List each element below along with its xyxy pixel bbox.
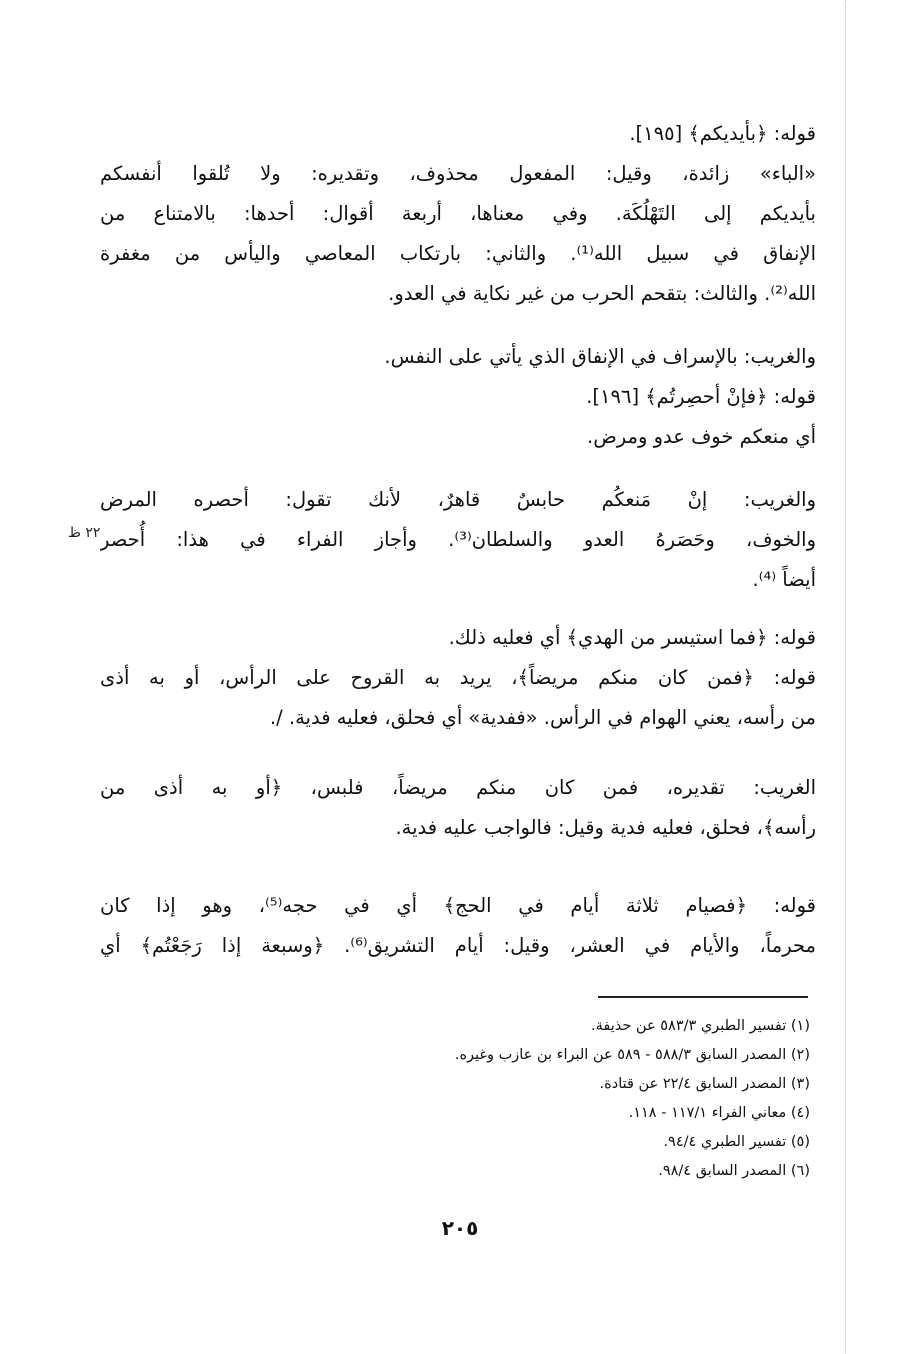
footnote-item: (٣) المصدر السابق ٢٢/٤ عن قتادة.: [599, 1076, 810, 1092]
footnote-item: (٤) معاني الفراء ١١٧/١ - ١١٨.: [628, 1105, 810, 1121]
text-line: الإنفاق في سبيل الله⁽¹⁾. والثاني: بارتكاب المعاصي واليأس من مغفرة: [100, 242, 816, 265]
text-line: محرماً، والأيام في العشر، وقيل: أيام التشريق⁽⁶⁾. ﴿وسبعة إذا رَجَعْتُم﴾ أي: [100, 934, 816, 957]
text-line: قوله: ﴿فإنْ أحصِرتُم﴾ [١٩٦].: [586, 385, 816, 408]
footnotes: [300, 1012, 810, 1186]
footnote-separator: [598, 996, 808, 998]
footnote-item: (١) تفسير الطبري ٥٨٣/٣ عن حذيفة.: [591, 1018, 810, 1034]
footnote-item: (٢) المصدر السابق ٥٨٨/٣ - ٥٨٩ عن البراء بن عازب وغيره.: [454, 1047, 810, 1063]
text-line: الله⁽²⁾. والثالث: بتقحم الحرب من غير نكاية في العدو.: [388, 282, 816, 305]
text-line: رأسه﴾، فحلق، فعليه فدية وقيل: فالواجب عليه فدية.: [395, 816, 816, 839]
text-line: بأيديكم إلى التَهْلُكَة. وفي معناها، أربعة أقوال: أحدها: بالامتناع من: [100, 202, 816, 225]
footnote-item: (٥) تفسير الطبري ٩٤/٤.: [663, 1134, 810, 1150]
text-line: والغريب: بالإسراف في الإنفاق الذي يأتي على النفس.: [384, 345, 816, 368]
page-number: ٢٠٥: [441, 1216, 479, 1240]
text-line: والخوف، وحَصَرهُ العدو والسلطان⁽³⁾. وأجاز الفراء في هذا: أُحصر: [100, 528, 816, 551]
paragraph-3: [100, 337, 816, 457]
text-line: قوله: ﴿بأيديكم﴾ [١٩٥].: [629, 122, 816, 145]
margin-folio-note: ٢٢ ظ: [68, 525, 101, 541]
text-line: «الباء» زائدة، وقيل: المفعول محذوف، وتقديره: ولا تُلقوا أنفسكم: [100, 162, 816, 185]
text-line: الغريب: تقديره، فمن كان منكم مريضاً، فلبس، ﴿أو به أذى من: [100, 776, 816, 799]
text-line: أي منعكم خوف عدو ومرض.: [587, 425, 816, 448]
paragraph-4: [100, 480, 816, 600]
paragraph-1: [100, 114, 816, 154]
paragraph-6: [100, 768, 816, 848]
footnote-item: (٦) المصدر السابق ٩٨/٤.: [658, 1163, 810, 1179]
scan-edge-line: [845, 0, 846, 1354]
paragraph-2: [100, 154, 816, 314]
text-line: قوله: ﴿فمن كان منكم مريضاً﴾، يريد به القروح على الرأس، أو به أذى: [100, 666, 816, 689]
paragraph-7: [100, 886, 816, 966]
text-line: والغريب: إنْ مَنعكُم حابسٌ قاهرٌ، لأنك تقول: أحصره المرض: [100, 488, 816, 511]
paragraph-5: [100, 618, 816, 738]
text-line: أيضاً ⁽⁴⁾.: [752, 568, 816, 591]
text-line: قوله: ﴿فصيام ثلاثة أيام في الحج﴾ أي في حجه⁽⁵⁾، وهو إذا كان: [100, 894, 816, 917]
text-line: من رأسه، يعني الهوام في الرأس. «ففدية» أي فحلق، فعليه فدية. /.: [269, 706, 816, 729]
text-line: قوله: ﴿فما استيسر من الهدي﴾ أي فعليه ذلك.: [448, 626, 816, 649]
